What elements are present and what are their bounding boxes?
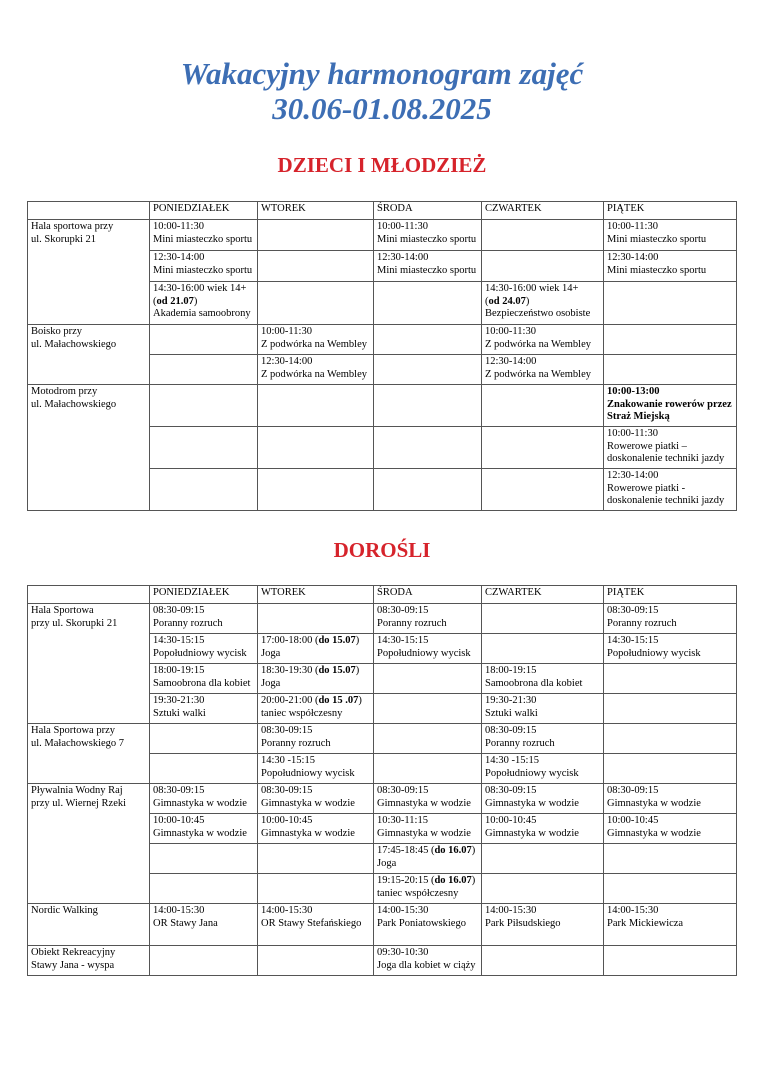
activity-cell [482,664,604,694]
cell-text-line: 10:00-10:45 [485,815,537,826]
cell-text-line: Gimnastyka w wodzie [377,827,471,839]
text-part: ) [471,845,476,856]
activity-cell [258,325,374,355]
activity-cell [482,694,604,724]
header-row [28,202,737,220]
header-cell-day: ŚRODA [374,202,482,220]
empty-cell [374,427,482,469]
cell-text-line: taniec współczesny [261,707,343,719]
cell-text-line: Z podwórka na Wembley [261,338,367,350]
cell-text-line: doskonalenie techniki jazdy [607,453,725,465]
empty-cell [258,427,374,469]
text-part: ) [355,665,360,676]
activity-cell [374,784,482,814]
cell-text-line: 10:00-10:45 [607,815,659,826]
cell-text-line: Z podwórka na Wembley [485,338,591,350]
cell-text-line: 14:30-15:15 [153,635,205,646]
empty-cell [482,844,604,874]
venue-cell [28,904,150,946]
cell-text-line: 12:30-14:00 [261,356,313,367]
text-part: ) [193,295,198,307]
empty-cell [604,325,737,355]
cell-text-line: 10:00-11:30 [153,221,204,232]
cell-text-line: 19:30-21:30 [153,695,205,706]
empty-cell [258,604,374,634]
venue-cell [28,385,150,511]
header-cell-day: PONIEDZIAŁEK [150,202,258,220]
activity-cell [150,694,258,724]
cell-text-line: 14:00-15:30 [607,905,659,916]
cell-text-line: Hala Sportowa przy [31,725,115,736]
cell-text-line: Z podwórka na Wembley [261,368,367,380]
cell-text-line: 08:30-09:15 [261,785,313,796]
activity-cell [150,220,258,251]
cell-text-line: Popołudniowy wycisk [261,767,355,779]
text-part: 17:45-18:45 ( [377,845,435,856]
activity-cell [374,220,482,251]
empty-cell [150,385,258,427]
text-part: 18:30-19:30 ( [261,665,319,676]
cell-text-line: Gimnastyka w wodzie [153,797,247,809]
cell-text-line: 12:30-14:00 [607,252,659,263]
empty-cell [604,694,737,724]
empty-cell [150,325,258,355]
empty-cell [482,469,604,511]
cell-text-line: OR Stawy Jana [153,917,218,929]
activity-cell [604,385,737,427]
cell-text-line: 08:30-09:15 [485,725,537,736]
activity-cell [150,604,258,634]
empty-cell [604,844,737,874]
activity-cell [150,251,258,282]
cell-text-line: ul. Skorupki 21 [31,233,97,245]
cell-text-line: 08:30-09:15 [607,605,659,616]
empty-cell [482,874,604,904]
cell-text-line: 10:00-11:30 [377,221,428,232]
cell-text-line: Popołudniowy wycisk [485,767,579,779]
activity-cell [604,814,737,844]
cell-text-line: Motodrom przy [31,386,98,397]
cell-text-line [485,296,600,309]
cell-text-line: 08:30-09:15 [261,725,313,736]
header-cell-day: CZWARTEK [482,586,604,604]
table-row [28,325,737,355]
activity-cell [258,664,374,694]
cell-text-line: Hala sportowa przy [31,221,114,232]
cell-text-line: 12:30-14:00 [153,252,205,263]
cell-text-line: Poranny rozruch [377,617,447,629]
cell-text-line: Poranny rozruch [153,617,223,629]
table-row [28,724,737,754]
empty-cell [482,220,604,251]
cell-text-line: 08:30-09:15 [153,785,205,796]
empty-cell [374,325,482,355]
activity-cell [258,724,374,754]
activity-cell [604,784,737,814]
cell-text-line: Mini miasteczko sportu [153,264,253,276]
cell-text-line: 10:00-11:30 [485,326,536,337]
activity-cell [482,814,604,844]
cell-text-line: Gimnastyka w wodzie [607,827,701,839]
cell-text-line: Straż Miejską [607,411,670,423]
cell-text-line: Gimnastyka w wodzie [153,827,247,839]
cell-text-line: 14:00-15:30 [377,905,429,916]
kids-section-title: DZIECI I MŁODZIEŻ [277,153,487,177]
cell-text-line: 10:00-10:45 [261,815,313,826]
empty-cell [258,385,374,427]
activity-cell [604,469,737,511]
cell-text-line: 14:30-15:15 [607,635,659,646]
empty-cell [150,754,258,784]
kids-schedule-table [27,201,737,511]
empty-cell [604,946,737,976]
activity-cell [374,946,482,976]
cell-text-line [377,845,478,858]
cell-text-line: 14:30 -15:15 [485,755,539,766]
venue-cell [28,784,150,904]
bold-text: od 24.07 [488,295,526,307]
empty-cell [258,874,374,904]
text-part: 17:00-18:00 ( [261,635,319,646]
cell-text-line [377,875,478,888]
text-part: ( [153,295,157,307]
activity-cell [258,694,374,724]
adults-section-title: DOROŚLI [333,538,431,562]
activity-cell [150,814,258,844]
header-cell-day: PIĄTEK [604,202,737,220]
activity-cell [604,427,737,469]
cell-text-line: 18:00-19:15 [485,665,537,676]
bold-text: do 16.07 [434,845,472,856]
activity-cell [258,634,374,664]
venue-cell [28,724,150,784]
activity-cell [482,325,604,355]
activity-cell [374,874,482,904]
cell-text-line: Boisko przy [31,326,83,337]
cell-text-line: Stawy Jana - wyspa [31,959,115,971]
activity-cell [258,754,374,784]
cell-text-line: Popołudniowy wycisk [607,647,701,659]
cell-text-line: Gimnastyka w wodzie [485,797,579,809]
empty-cell [482,251,604,282]
cell-text-line: Samoobrona dla kobiet [153,677,251,689]
cell-text-line: 08:30-09:15 [377,785,429,796]
empty-cell [482,385,604,427]
cell-text-line: Rowerowe piatki – [607,440,687,452]
cell-text-line: Joga dla kobiet w ciąży [377,959,476,971]
cell-text-line: Znakowanie rowerów przez [607,398,732,410]
activity-cell [482,282,604,325]
text-part: 19:15-20:15 ( [377,875,435,886]
bold-text: do 15.07 [318,665,356,676]
header-cell-day: WTOREK [258,202,374,220]
cell-text-line: 10:00-11:30 [607,428,658,439]
cell-text-line: Gimnastyka w wodzie [261,797,355,809]
cell-text-line: taniec współczesny [377,887,459,899]
cell-text-line: Park Poniatowskiego [377,917,466,929]
bold-text: od 21.07 [156,295,194,307]
cell-text-line: 19:30-21:30 [485,695,537,706]
cell-text-line: 10:00-13:00 [607,386,660,397]
activity-cell [604,904,737,946]
cell-text-line: Hala Sportowa [31,605,94,616]
empty-cell [150,874,258,904]
cell-text-line: 18:00-19:15 [153,665,205,676]
cell-text-line: Popołudniowy wycisk [377,647,471,659]
cell-text-line: Popołudniowy wycisk [153,647,247,659]
activity-cell [150,282,258,325]
activity-cell [150,784,258,814]
cell-text-line: 12:30-14:00 [485,356,537,367]
venue-cell [28,604,150,724]
activity-cell [258,355,374,385]
activity-cell [482,784,604,814]
cell-text-line: Mini miasteczko sportu [377,233,477,245]
cell-text-line [261,695,370,708]
venue-cell [28,325,150,385]
empty-cell [150,427,258,469]
header-cell-day: CZWARTEK [482,202,604,220]
empty-cell [604,355,737,385]
empty-cell [374,724,482,754]
venue-cell [28,220,150,325]
schedule-title-line1: Wakacyjny harmonogram zajęć [180,56,584,91]
cell-text-line: Nordic Walking [31,905,98,916]
cell-text-line: Bezpieczeństwo osobiste [485,308,591,320]
cell-text-line [261,635,370,648]
cell-text-line: Poranny rozruch [261,737,331,749]
cell-text-line: 14:00-15:30 [485,905,537,916]
table-row [28,904,737,946]
empty-cell [482,427,604,469]
cell-text-line: Gimnastyka w wodzie [261,827,355,839]
empty-cell [482,634,604,664]
empty-cell [604,664,737,694]
empty-cell [258,251,374,282]
header-cell-day: WTOREK [258,586,374,604]
empty-cell [150,469,258,511]
header-row [28,586,737,604]
cell-text-line: 14:30 -15:15 [261,755,315,766]
empty-cell [150,355,258,385]
cell-text-line: Pływalnia Wodny Raj [31,785,123,796]
cell-text-line: Sztuki walki [153,707,206,719]
empty-cell [374,385,482,427]
cell-text-line: 10:30-11:15 [377,815,428,826]
empty-cell [258,469,374,511]
schedule-title-line2: 30.06-01.08.2025 [272,91,492,126]
cell-text-line: Mini miasteczko sportu [377,264,477,276]
cell-text-line: 14:00-15:30 [261,905,313,916]
empty-cell [374,694,482,724]
cell-text-line: Poranny rozruch [485,737,555,749]
cell-text-line: 10:00-11:30 [607,221,658,232]
cell-text-line: 08:30-09:15 [485,785,537,796]
empty-cell [604,874,737,904]
activity-cell [482,355,604,385]
table-row [28,604,737,634]
empty-cell [604,724,737,754]
empty-cell [150,724,258,754]
empty-cell [258,946,374,976]
empty-cell [258,282,374,325]
cell-text-line: Mini miasteczko sportu [153,233,253,245]
activity-cell [374,904,482,946]
table-row [28,946,737,976]
cell-text-line: przy ul. Skorupki 21 [31,617,118,629]
cell-text-line: Akademia samoobrony [153,308,251,320]
activity-cell [150,904,258,946]
cell-text-line: Gimnastyka w wodzie [485,827,579,839]
cell-text-line: Samoobrona dla kobiet [485,677,583,689]
cell-text-line: Joga [377,857,397,869]
activity-cell [258,784,374,814]
activity-cell [482,904,604,946]
activity-cell [604,634,737,664]
empty-cell [150,946,258,976]
bold-text: do 15.07 [318,635,356,646]
activity-cell [374,814,482,844]
empty-cell [374,355,482,385]
activity-cell [604,220,737,251]
activity-cell [482,754,604,784]
cell-text-line: Joga [261,677,281,689]
empty-cell [374,282,482,325]
cell-text-line: 10:00-10:45 [153,815,205,826]
cell-text-line: Gimnastyka w wodzie [377,797,471,809]
empty-cell [482,946,604,976]
cell-text-line: Obiekt Rekreacyjny [31,947,116,958]
cell-text-line: ul. Małachowskiego 7 [31,737,125,749]
cell-text-line [261,665,370,678]
empty-cell [374,469,482,511]
activity-cell [374,604,482,634]
cell-text-line: ul. Małachowskiego [31,338,117,350]
text-part: ) [355,635,360,646]
venue-cell [28,946,150,976]
empty-cell [482,604,604,634]
header-cell-venue [28,586,150,604]
cell-text-line: OR Stawy Stefańskiego [261,917,362,929]
cell-text-line: Mini miasteczko sportu [607,264,707,276]
cell-text-line: Joga [261,647,281,659]
cell-text-line: 14:30-16:00 wiek 14+ [153,283,247,294]
table-row [28,385,737,427]
cell-text-line: 14:30-16:00 wiek 14+ [485,283,579,294]
cell-text-line: Rowerowe piatki - [607,482,686,494]
cell-text-line: doskonalenie techniki jazdy [607,495,725,507]
bold-text: do 15 .07 [318,695,359,706]
activity-cell [374,634,482,664]
activity-cell [604,251,737,282]
activity-cell [482,724,604,754]
cell-text-line: Park Piłsudskiego [485,917,561,929]
cell-text-line: 08:30-09:15 [377,605,429,616]
cell-text-line: Sztuki walki [485,707,538,719]
header-cell-day: PONIEDZIAŁEK [150,586,258,604]
adults-schedule-table [27,585,737,976]
cell-text-line: Park Mickiewicza [607,917,684,929]
cell-text-line: Gimnastyka w wodzie [607,797,701,809]
cell-text-line: ul. Małachowskiego [31,398,117,410]
empty-cell [258,844,374,874]
empty-cell [604,754,737,784]
cell-text-line: przy ul. Wiernej Rzeki [31,797,127,809]
cell-text-line: Z podwórka na Wembley [485,368,591,380]
text-part: ) [471,875,476,886]
empty-cell [150,844,258,874]
cell-text-line: Poranny rozruch [607,617,677,629]
text-part: ) [358,695,362,706]
text-part: ) [525,295,530,307]
empty-cell [374,754,482,784]
cell-text-line: 10:00-11:30 [261,326,312,337]
header-cell-venue [28,202,150,220]
text-part: ( [485,295,489,307]
activity-cell [374,844,482,874]
cell-text-line: Mini miasteczko sportu [607,233,707,245]
cell-text-line: 14:00-15:30 [153,905,205,916]
cell-text-line: 08:30-09:15 [153,605,205,616]
header-cell-day: PIĄTEK [604,586,737,604]
cell-text-line: 14:30-15:15 [377,635,429,646]
activity-cell [258,904,374,946]
empty-cell [374,664,482,694]
activity-cell [150,634,258,664]
activity-cell [150,664,258,694]
bold-text: do 16.07 [434,875,472,886]
header-cell-day: ŚRODA [374,586,482,604]
cell-text-line: 08:30-09:15 [607,785,659,796]
activity-cell [604,604,737,634]
table-row [28,784,737,814]
activity-cell [258,814,374,844]
cell-text-line: 12:30-14:00 [607,470,659,481]
cell-text-line [153,296,254,309]
activity-cell [374,251,482,282]
empty-cell [258,220,374,251]
cell-text-line: 12:30-14:00 [377,252,429,263]
text-part: 20:00-21:00 ( [261,695,319,706]
empty-cell [604,282,737,325]
table-row [28,220,737,251]
cell-text-line: 09:30-10:30 [377,947,429,958]
